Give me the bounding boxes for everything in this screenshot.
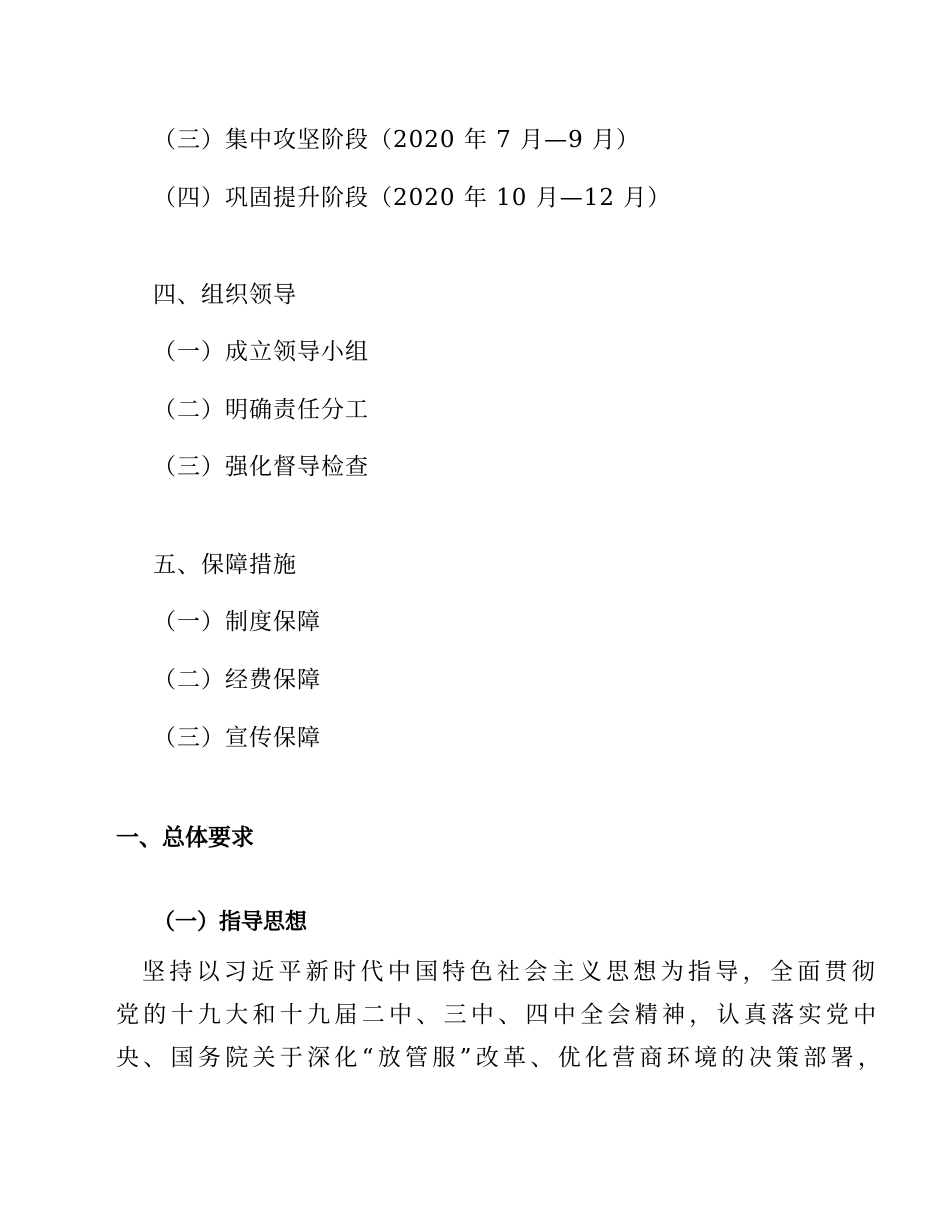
outline-item: （三）强化督导检查 xyxy=(153,454,369,480)
paragraph-line: 央、国务院关于深化“放管服”改革、优化营商环境的决策部署， xyxy=(116,1045,886,1071)
subsection-heading: （一）指导思想 xyxy=(153,910,308,935)
outline-item: （二）明确责任分工 xyxy=(153,397,369,423)
paragraph-line: 党的十九大和十九届二中、三中、四中全会精神，认真落实党中 xyxy=(116,1002,881,1028)
outline-item: （四）巩固提升阶段（2020 年 10 月—12 月） xyxy=(153,185,672,211)
paragraph-line: 坚持以习近平新时代中国特色社会主义思想为指导，全面贯彻 xyxy=(142,959,880,985)
section-heading: 一、总体要求 xyxy=(116,825,254,851)
outline-item: （一）成立领导小组 xyxy=(153,339,369,365)
outline-item: （三）集中攻坚阶段（2020 年 7 月—9 月） xyxy=(153,127,641,153)
outline-heading: 五、保障措施 xyxy=(153,552,297,578)
outline-item: （二）经费保障 xyxy=(153,667,321,693)
outline-item: （一）制度保障 xyxy=(153,609,321,635)
outline-item: （三）宣传保障 xyxy=(153,725,321,751)
outline-heading: 四、组织领导 xyxy=(153,282,297,308)
